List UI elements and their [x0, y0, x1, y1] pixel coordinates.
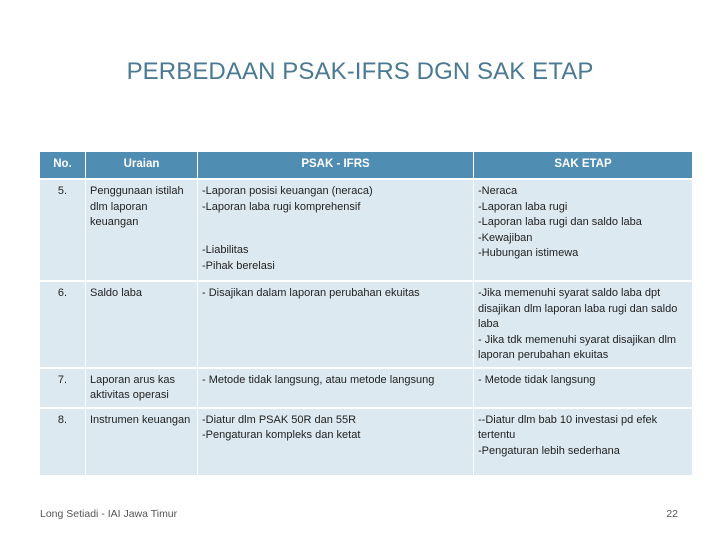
- row-number: 5.: [40, 178, 86, 280]
- table-header-row: [40, 152, 692, 178]
- row-sak-etap: --Diatur dlm bab 10 investasi pd efek tertentu -Pengaturan lebih sederhana: [474, 407, 692, 475]
- table-row: [40, 407, 692, 475]
- row-psak-ifrs: - Disajikan dalam laporan perubahan ekuitas: [198, 280, 474, 367]
- row-number: 7.: [40, 367, 86, 407]
- row-number: 8.: [40, 407, 86, 475]
- header-psak-ifrs: PSAK - IFRS: [198, 152, 474, 178]
- row-number: 6.: [40, 280, 86, 367]
- row-uraian: Instrumen keuangan: [86, 407, 198, 475]
- comparison-table: [40, 152, 692, 475]
- row-psak-ifrs: -Diatur dlm PSAK 50R dan 55R -Pengaturan kompleks dan ketat: [198, 407, 474, 475]
- header-sak-etap: SAK ETAP: [474, 152, 692, 178]
- row-sak-etap: - Metode tidak langsung: [474, 367, 692, 407]
- table-row: [40, 178, 692, 280]
- header-no: No.: [40, 152, 86, 178]
- cell-spacer: [202, 215, 469, 243]
- row-psak-ifrs: - Metode tidak langsung, atau metode langsung: [198, 367, 474, 407]
- row-uraian: Penggunaan istilah dlm laporan keuangan: [86, 178, 198, 280]
- header-uraian: Uraian: [86, 152, 198, 178]
- row-sak-etap: -Neraca -Laporan laba rugi -Laporan laba rugi dan saldo laba -Kewajiban -Hubungan istimewa: [474, 178, 692, 280]
- slide-title: PERBEDAAN PSAK-IFRS DGN SAK ETAP: [126, 58, 594, 85]
- row-uraian: Saldo laba: [86, 280, 198, 367]
- row-sak-etap: -Jika memenuhi syarat saldo laba dpt disajikan dlm laporan laba rugi dan saldo laba - Jika tdk memenuhi syarat disajikan dlm laporan perubahan ekuitas: [474, 280, 692, 367]
- psak-terms-reports: -Laporan posisi keuangan (neraca) -Laporan laba rugi komprehensif: [202, 185, 373, 213]
- row-psak-ifrs: [198, 178, 474, 280]
- page-number: 22: [666, 508, 678, 520]
- psak-terms-other: -Liabilitas -Pihak berelasi: [202, 244, 275, 272]
- table-row: [40, 367, 692, 407]
- row-uraian: Laporan arus kas aktivitas operasi: [86, 367, 198, 407]
- footer-author: Long Setiadi - IAI Jawa Timur: [40, 508, 178, 520]
- table-row: [40, 280, 692, 367]
